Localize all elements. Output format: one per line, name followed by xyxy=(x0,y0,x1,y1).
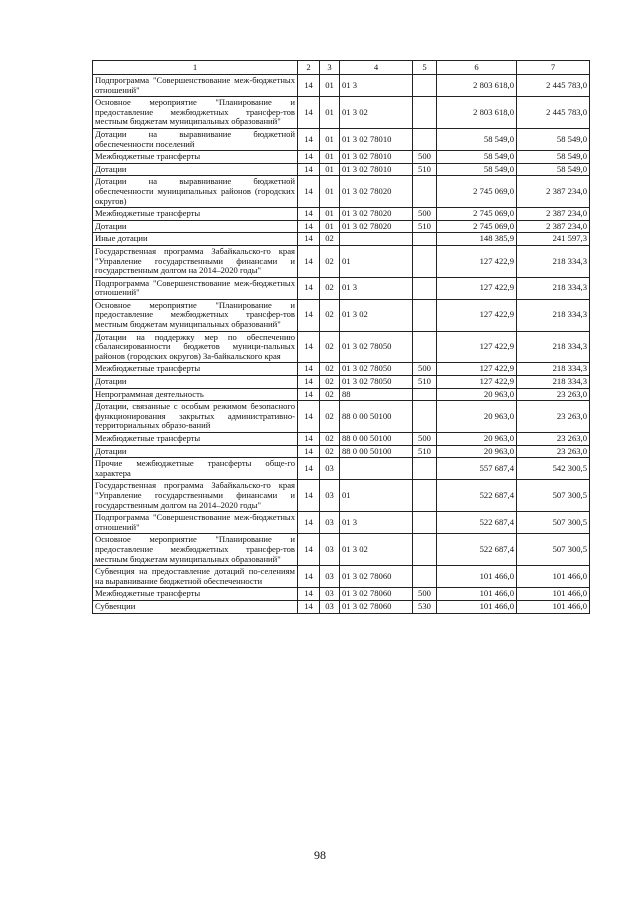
amount-col7-cell: 218 334,3 xyxy=(517,277,590,299)
amount-col7-cell: 23 263,0 xyxy=(517,445,590,458)
page-number: 98 xyxy=(314,848,326,862)
expense-type-cell: 500 xyxy=(413,588,437,601)
row-name-cell: Дотации xyxy=(93,220,298,233)
target-article-cell: 01 3 02 78060 xyxy=(340,600,413,613)
amount-col7-cell: 101 466,0 xyxy=(517,588,590,601)
amount-col6-cell: 101 466,0 xyxy=(437,566,517,588)
table-row xyxy=(93,277,590,299)
expense-type-cell xyxy=(413,331,437,363)
row-name-cell: Основное мероприятие "Планирование и предоставление межбюджетных трансфер-тов местным бюджетам муниципальных образований" xyxy=(93,299,298,331)
amount-col7-cell: 2 445 783,0 xyxy=(517,75,590,97)
amount-col6-cell: 2 745 069,0 xyxy=(437,220,517,233)
row-name-cell: Государственная программа Забайкальско-го края "Управление государственными финансами и государственным долгом на 2014–2020 годы" xyxy=(93,480,298,512)
row-name-cell: Дотации xyxy=(93,376,298,389)
amount-col7-cell: 58 549,0 xyxy=(517,151,590,164)
table-row xyxy=(93,208,590,221)
expense-type-cell: 530 xyxy=(413,600,437,613)
subsection-code-cell: 02 xyxy=(320,433,340,446)
table-row xyxy=(93,75,590,97)
amount-col6-cell: 2 803 618,0 xyxy=(437,75,517,97)
section-code-cell: 14 xyxy=(298,600,320,613)
expense-type-cell: 510 xyxy=(413,376,437,389)
table-row xyxy=(93,176,590,208)
column-header-6: 6 xyxy=(437,61,517,75)
amount-col7-cell: 23 263,0 xyxy=(517,388,590,401)
expense-type-cell xyxy=(413,299,437,331)
column-header-5: 5 xyxy=(413,61,437,75)
amount-col6-cell: 127 422,9 xyxy=(437,245,517,277)
row-name-cell: Подпрограмма "Совершенствование меж-бюджетных отношений" xyxy=(93,75,298,97)
subsection-code-cell: 02 xyxy=(320,445,340,458)
amount-col6-cell: 20 963,0 xyxy=(437,445,517,458)
amount-col7-cell: 218 334,3 xyxy=(517,245,590,277)
table-row xyxy=(93,233,590,246)
table-header-row xyxy=(93,61,590,75)
subsection-code-cell: 02 xyxy=(320,233,340,246)
amount-col6-cell: 101 466,0 xyxy=(437,600,517,613)
section-code-cell: 14 xyxy=(298,163,320,176)
target-article-cell: 88 0 00 50100 xyxy=(340,445,413,458)
table-row xyxy=(93,97,590,129)
table-row xyxy=(93,220,590,233)
amount-col7-cell: 218 334,3 xyxy=(517,376,590,389)
expense-type-cell xyxy=(413,458,437,480)
row-name-cell: Межбюджетные трансферты xyxy=(93,208,298,221)
section-code-cell: 14 xyxy=(298,458,320,480)
amount-col7-cell: 101 466,0 xyxy=(517,566,590,588)
subsection-code-cell: 03 xyxy=(320,600,340,613)
target-article-cell: 01 3 xyxy=(340,277,413,299)
section-code-cell: 14 xyxy=(298,376,320,389)
expense-type-cell: 500 xyxy=(413,151,437,164)
expense-type-cell xyxy=(413,176,437,208)
expense-type-cell xyxy=(413,534,437,566)
subsection-code-cell: 02 xyxy=(320,388,340,401)
table-row xyxy=(93,376,590,389)
amount-col7-cell: 58 549,0 xyxy=(517,163,590,176)
expense-type-cell xyxy=(413,401,437,433)
target-article-cell: 01 3 02 78010 xyxy=(340,151,413,164)
subsection-code-cell: 01 xyxy=(320,220,340,233)
section-code-cell: 14 xyxy=(298,245,320,277)
target-article-cell: 01 3 xyxy=(340,512,413,534)
subsection-code-cell: 02 xyxy=(320,401,340,433)
target-article-cell: 01 3 02 xyxy=(340,534,413,566)
expense-type-cell: 500 xyxy=(413,433,437,446)
expense-type-cell xyxy=(413,75,437,97)
amount-col7-cell: 507 300,5 xyxy=(517,534,590,566)
target-article-cell: 01 3 02 78050 xyxy=(340,331,413,363)
amount-col6-cell: 127 422,9 xyxy=(437,363,517,376)
subsection-code-cell: 02 xyxy=(320,331,340,363)
expense-type-cell xyxy=(413,233,437,246)
section-code-cell: 14 xyxy=(298,388,320,401)
table-row xyxy=(93,445,590,458)
row-name-cell: Субвенция на предоставление дотаций по-селениям на выравнивание бюджетной обеспеченности xyxy=(93,566,298,588)
expense-type-cell: 510 xyxy=(413,163,437,176)
subsection-code-cell: 01 xyxy=(320,128,340,150)
amount-col7-cell: 241 597,3 xyxy=(517,233,590,246)
amount-col6-cell: 2 745 069,0 xyxy=(437,208,517,221)
row-name-cell: Дотации на поддержку мер по обеспечению сбалансированности бюджетов муници-пальных районов (городских округов) За-байкальского края xyxy=(93,331,298,363)
amount-col6-cell: 127 422,9 xyxy=(437,376,517,389)
subsection-code-cell: 01 xyxy=(320,97,340,129)
expense-type-cell xyxy=(413,566,437,588)
amount-col7-cell: 218 334,3 xyxy=(517,363,590,376)
section-code-cell: 14 xyxy=(298,512,320,534)
subsection-code-cell: 01 xyxy=(320,176,340,208)
section-code-cell: 14 xyxy=(298,208,320,221)
section-code-cell: 14 xyxy=(298,588,320,601)
target-article-cell: 88 0 00 50100 xyxy=(340,401,413,433)
amount-col6-cell: 522 687,4 xyxy=(437,480,517,512)
row-name-cell: Иные дотации xyxy=(93,233,298,246)
amount-col6-cell: 101 466,0 xyxy=(437,588,517,601)
target-article-cell: 88 0 00 50100 xyxy=(340,433,413,446)
section-code-cell: 14 xyxy=(298,220,320,233)
row-name-cell: Дотации на выравнивание бюджетной обеспеченности поселений xyxy=(93,128,298,150)
budget-table xyxy=(92,60,590,614)
expense-type-cell xyxy=(413,277,437,299)
target-article-cell xyxy=(340,233,413,246)
expense-type-cell: 500 xyxy=(413,363,437,376)
amount-col7-cell: 101 466,0 xyxy=(517,600,590,613)
expense-type-cell xyxy=(413,388,437,401)
subsection-code-cell: 02 xyxy=(320,245,340,277)
row-name-cell: Прочие межбюджетные трансферты обще-го характера xyxy=(93,458,298,480)
section-code-cell: 14 xyxy=(298,151,320,164)
target-article-cell: 01 3 02 78060 xyxy=(340,566,413,588)
row-name-cell: Государственная программа Забайкальско-го края "Управление государственными финансами и государственным долгом на 2014–2020 годы" xyxy=(93,245,298,277)
row-name-cell: Дотации на выравнивание бюджетной обеспеченности муниципальных районов (городских округов) xyxy=(93,176,298,208)
column-header-4: 4 xyxy=(340,61,413,75)
amount-col6-cell: 148 385,9 xyxy=(437,233,517,246)
table-row xyxy=(93,363,590,376)
row-name-cell: Непрограммная деятельность xyxy=(93,388,298,401)
row-name-cell: Межбюджетные трансферты xyxy=(93,433,298,446)
subsection-code-cell: 03 xyxy=(320,480,340,512)
expense-type-cell xyxy=(413,128,437,150)
target-article-cell: 01 3 02 78010 xyxy=(340,128,413,150)
table-row xyxy=(93,480,590,512)
target-article-cell: 01 3 02 78050 xyxy=(340,376,413,389)
table-row xyxy=(93,600,590,613)
column-header-7: 7 xyxy=(517,61,590,75)
amount-col7-cell: 2 387 234,0 xyxy=(517,176,590,208)
table-body xyxy=(93,75,590,614)
amount-col7-cell: 2 445 783,0 xyxy=(517,97,590,129)
table-row xyxy=(93,512,590,534)
row-name-cell: Подпрограмма "Совершенствование меж-бюджетных отношений" xyxy=(93,277,298,299)
section-code-cell: 14 xyxy=(298,75,320,97)
column-header-1: 1 xyxy=(93,61,298,75)
subsection-code-cell: 03 xyxy=(320,566,340,588)
expense-type-cell xyxy=(413,245,437,277)
target-article-cell: 01 3 xyxy=(340,75,413,97)
row-name-cell: Дотации xyxy=(93,445,298,458)
column-header-3: 3 xyxy=(320,61,340,75)
amount-col7-cell: 507 300,5 xyxy=(517,512,590,534)
section-code-cell: 14 xyxy=(298,128,320,150)
amount-col6-cell: 522 687,4 xyxy=(437,512,517,534)
section-code-cell: 14 xyxy=(298,534,320,566)
section-code-cell: 14 xyxy=(298,445,320,458)
target-article-cell: 01 xyxy=(340,245,413,277)
target-article-cell: 01 3 02 xyxy=(340,299,413,331)
target-article-cell xyxy=(340,458,413,480)
section-code-cell: 14 xyxy=(298,97,320,129)
section-code-cell: 14 xyxy=(298,480,320,512)
column-header-2: 2 xyxy=(298,61,320,75)
section-code-cell: 14 xyxy=(298,331,320,363)
amount-col7-cell: 2 387 234,0 xyxy=(517,220,590,233)
amount-col7-cell: 58 549,0 xyxy=(517,128,590,150)
subsection-code-cell: 01 xyxy=(320,151,340,164)
target-article-cell: 01 3 02 78020 xyxy=(340,220,413,233)
amount-col6-cell: 58 549,0 xyxy=(437,128,517,150)
section-code-cell: 14 xyxy=(298,233,320,246)
amount-col7-cell: 218 334,3 xyxy=(517,299,590,331)
table-row xyxy=(93,534,590,566)
section-code-cell: 14 xyxy=(298,401,320,433)
expense-type-cell: 510 xyxy=(413,220,437,233)
amount-col6-cell: 58 549,0 xyxy=(437,151,517,164)
target-article-cell: 88 xyxy=(340,388,413,401)
target-article-cell: 01 3 02 78020 xyxy=(340,208,413,221)
amount-col6-cell: 2 803 618,0 xyxy=(437,97,517,129)
table-row xyxy=(93,163,590,176)
amount-col6-cell: 522 687,4 xyxy=(437,534,517,566)
section-code-cell: 14 xyxy=(298,566,320,588)
amount-col7-cell: 542 300,5 xyxy=(517,458,590,480)
row-name-cell: Субвенции xyxy=(93,600,298,613)
expense-type-cell: 510 xyxy=(413,445,437,458)
target-article-cell: 01 3 02 78050 xyxy=(340,363,413,376)
table-row xyxy=(93,245,590,277)
table-row xyxy=(93,566,590,588)
row-name-cell: Дотации, связанные с особым режимом безопасного функционирования закрытых административно-территориальных образо-ваний xyxy=(93,401,298,433)
amount-col6-cell: 127 422,9 xyxy=(437,277,517,299)
expense-type-cell xyxy=(413,97,437,129)
amount-col7-cell: 23 263,0 xyxy=(517,433,590,446)
table-row xyxy=(93,458,590,480)
target-article-cell: 01 3 02 78060 xyxy=(340,588,413,601)
subsection-code-cell: 02 xyxy=(320,277,340,299)
amount-col6-cell: 557 687,4 xyxy=(437,458,517,480)
amount-col7-cell: 218 334,3 xyxy=(517,331,590,363)
row-name-cell: Подпрограмма "Совершенствование меж-бюджетных отношений" xyxy=(93,512,298,534)
section-code-cell: 14 xyxy=(298,363,320,376)
target-article-cell: 01 3 02 78020 xyxy=(340,176,413,208)
target-article-cell: 01 3 02 78010 xyxy=(340,163,413,176)
table-row xyxy=(93,401,590,433)
row-name-cell: Дотации xyxy=(93,163,298,176)
section-code-cell: 14 xyxy=(298,299,320,331)
subsection-code-cell: 03 xyxy=(320,588,340,601)
table-row xyxy=(93,588,590,601)
amount-col6-cell: 127 422,9 xyxy=(437,299,517,331)
table-row xyxy=(93,433,590,446)
row-name-cell: Основное мероприятие "Планирование и предоставление межбюджетных трансфер-тов местным бюджетам муниципальных образований" xyxy=(93,534,298,566)
subsection-code-cell: 02 xyxy=(320,299,340,331)
row-name-cell: Межбюджетные трансферты xyxy=(93,588,298,601)
subsection-code-cell: 02 xyxy=(320,376,340,389)
amount-col6-cell: 20 963,0 xyxy=(437,433,517,446)
expense-type-cell: 500 xyxy=(413,208,437,221)
target-article-cell: 01 xyxy=(340,480,413,512)
section-code-cell: 14 xyxy=(298,176,320,208)
subsection-code-cell: 01 xyxy=(320,208,340,221)
section-code-cell: 14 xyxy=(298,433,320,446)
subsection-code-cell: 02 xyxy=(320,363,340,376)
row-name-cell: Межбюджетные трансферты xyxy=(93,151,298,164)
section-code-cell: 14 xyxy=(298,277,320,299)
subsection-code-cell: 01 xyxy=(320,75,340,97)
amount-col6-cell: 20 963,0 xyxy=(437,388,517,401)
table-row xyxy=(93,331,590,363)
row-name-cell: Основное мероприятие "Планирование и предоставление межбюджетных трансфер-тов местным бюджетам муниципальных образований" xyxy=(93,97,298,129)
table-row xyxy=(93,299,590,331)
table-row xyxy=(93,388,590,401)
expense-type-cell xyxy=(413,512,437,534)
amount-col6-cell: 127 422,9 xyxy=(437,331,517,363)
target-article-cell: 01 3 02 xyxy=(340,97,413,129)
subsection-code-cell: 03 xyxy=(320,534,340,566)
amount-col7-cell: 507 300,5 xyxy=(517,480,590,512)
amount-col6-cell: 2 745 069,0 xyxy=(437,176,517,208)
amount-col6-cell: 58 549,0 xyxy=(437,163,517,176)
amount-col6-cell: 20 963,0 xyxy=(437,401,517,433)
subsection-code-cell: 03 xyxy=(320,458,340,480)
table-row xyxy=(93,128,590,150)
amount-col7-cell: 2 387 234,0 xyxy=(517,208,590,221)
expense-type-cell xyxy=(413,480,437,512)
row-name-cell: Межбюджетные трансферты xyxy=(93,363,298,376)
table-row xyxy=(93,151,590,164)
subsection-code-cell: 01 xyxy=(320,163,340,176)
amount-col7-cell: 23 263,0 xyxy=(517,401,590,433)
subsection-code-cell: 03 xyxy=(320,512,340,534)
